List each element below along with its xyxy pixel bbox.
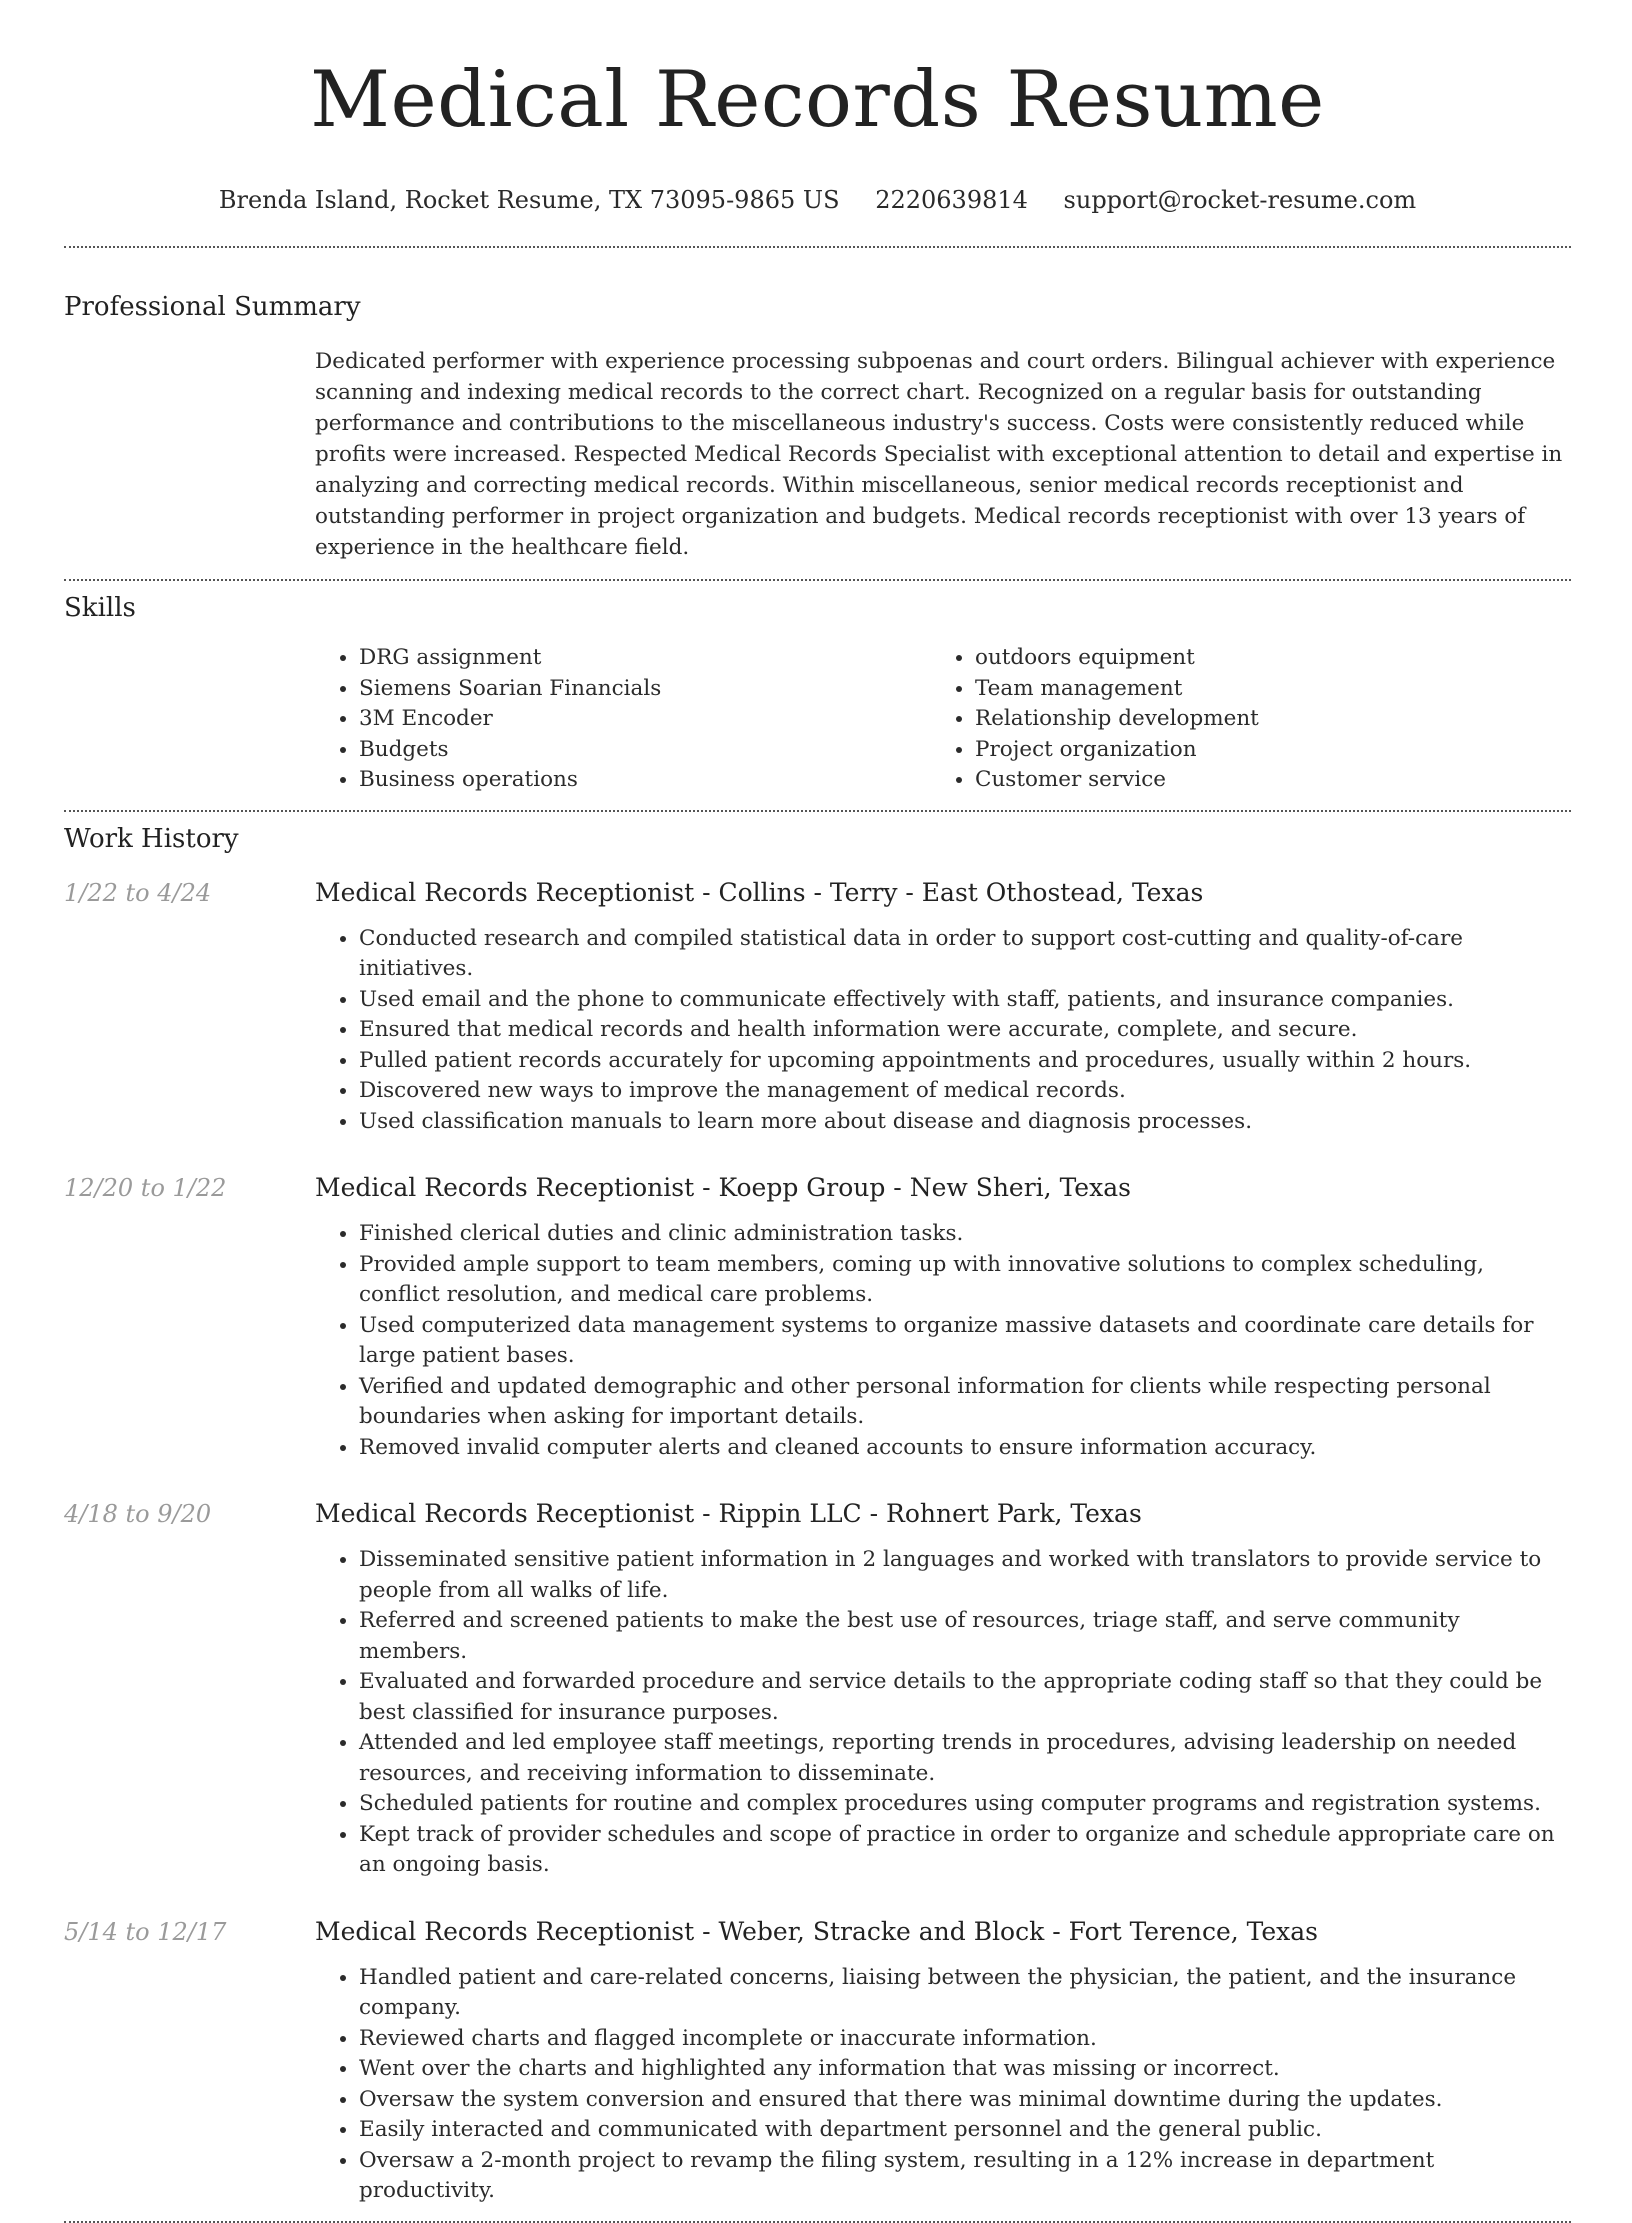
skills-grid — [315, 643, 1571, 810]
job-bullet: • Used computerized data management systems to organize massive datasets and coordinate care details for large patient bases. — [359, 1311, 1571, 1372]
job-bullets — [315, 1219, 1571, 1463]
job-date: 4/18 to 9/20 — [64, 1500, 212, 1528]
job-bullet: • Pulled patient records accurately for upcoming appointments and procedures, usually within 2 hours. — [359, 1046, 1571, 1077]
job-title: Medical Records Receptionist - Koepp Group - New Sheri, Texas — [315, 1173, 1131, 1202]
skill-item: • Siemens Soarian Financials — [359, 674, 931, 705]
job-title: Medical Records Receptionist - Rippin LLC - Rohnert Park, Texas — [315, 1499, 1142, 1528]
summary-text: Dedicated performer with experience processing subpoenas and court orders. Bilingual achiever with experience scanning and indexing medical records to the correct chart. Recognized on a regular basis for outstanding performance and contributions to the miscellaneous industry's success. Costs were consistently reduced while profits were increased. Respected Medical Records Specialist with exceptional attention to detail and expertise in analyzing and correcting medical records. Within miscellaneous, senior medical records receptionist and outstanding performer in project organization and budgets. Medical records receptionist with over 13 years of experience in the healthcare field. — [315, 349, 1563, 560]
job-bullet: • Attended and led employee staff meetings, reporting trends in procedures, advising leadership on needed resources, and receiving information to disseminate. — [359, 1728, 1571, 1789]
job-bullets — [315, 1545, 1571, 1881]
job-bullet: • Went over the charts and highlighted any information that was missing or incorrect. — [359, 2054, 1571, 2085]
skill-item: • DRG assignment — [359, 643, 931, 674]
job-bullet: • Used classification manuals to learn more about disease and diagnosis processes. — [359, 1107, 1571, 1138]
skills-heading: Skills — [64, 593, 136, 623]
skill-item: • Project organization — [975, 735, 1547, 766]
skill-item: • outdoors equipment — [975, 643, 1547, 674]
job-bullet: • Handled patient and care-related concerns, liaising between the physician, the patient, and the insurance company. — [359, 1963, 1571, 2024]
contact-line — [64, 184, 1571, 216]
section-divider — [64, 2221, 1571, 2223]
job-bullet: • Ensured that medical records and health information were accurate, complete, and secure. — [359, 1015, 1571, 1046]
work-history-section — [64, 812, 1571, 2207]
page-title: Medical Records Resume — [310, 55, 1325, 145]
job-bullets — [315, 924, 1571, 1138]
job-bullet: • Discovered new ways to improve the management of medical records. — [359, 1076, 1571, 1107]
job-bullet: • Easily interacted and communicated with department personnel and the general public. — [359, 2115, 1571, 2146]
summary-heading: Professional Summary — [64, 292, 361, 322]
job-date: 12/20 to 1/22 — [64, 1174, 227, 1202]
job-title: Medical Records Receptionist - Collins - Terry - East Othostead, Texas — [315, 877, 1204, 907]
job-entry — [64, 1171, 1571, 1463]
skills-list-right — [931, 643, 1547, 796]
job-bullet: • Disseminated sensitive patient information in 2 languages and worked with translators to provide service to people from all walks of life. — [359, 1545, 1571, 1606]
job-entry — [64, 1915, 1571, 2207]
job-bullet: • Conducted research and compiled statistical data in order to support cost-cutting and quality-of-care initiatives. — [359, 924, 1571, 985]
job-bullet: • Reviewed charts and flagged incomplete or inaccurate information. — [359, 2024, 1571, 2055]
job-bullet: • Evaluated and forwarded procedure and service details to the appropriate coding staff so that they could be best classified for insurance purposes. — [359, 1667, 1571, 1728]
job-entry — [64, 876, 1571, 1138]
work-history-heading: Work History — [64, 823, 239, 854]
skill-item: • Relationship development — [975, 704, 1547, 735]
summary-section — [64, 248, 1571, 579]
job-header — [64, 1171, 1571, 1205]
job-bullet: • Removed invalid computer alerts and cleaned accounts to ensure information accuracy. — [359, 1433, 1571, 1464]
job-date: 5/14 to 12/17 — [64, 1917, 227, 1946]
job-date: 1/22 to 4/24 — [64, 878, 212, 907]
job-entry — [64, 1497, 1571, 1881]
job-header — [64, 1497, 1571, 1531]
job-header — [64, 1915, 1571, 1949]
job-bullet: • Provided ample support to team members, coming up with innovative solutions to complex scheduling, conflict resolution, and medical care problems. — [359, 1250, 1571, 1311]
job-header — [64, 876, 1571, 910]
job-bullet: • Finished clerical duties and clinic administration tasks. — [359, 1219, 1571, 1250]
job-title: Medical Records Receptionist - Weber, Stracke and Block - Fort Terence, Texas — [315, 1916, 1319, 1946]
skill-item: • Customer service — [975, 765, 1547, 796]
job-bullets — [315, 1963, 1571, 2207]
skills-section — [64, 581, 1571, 810]
skill-item: • 3M Encoder — [359, 704, 931, 735]
job-bullet: • Scheduled patients for routine and complex procedures using computer programs and registration systems. — [359, 1789, 1571, 1820]
skill-item: • Budgets — [359, 735, 931, 766]
job-bullet: • Oversaw a 2-month project to revamp the filing system, resulting in a 12% increase in department productivity. — [359, 2146, 1571, 2207]
contact-address: Brenda Island, Rocket Resume, TX 73095-9865 US — [218, 186, 840, 214]
job-bullet: • Verified and updated demographic and other personal information for clients while respecting personal boundaries when asking for important details. — [359, 1372, 1571, 1433]
skill-item: • Team management — [975, 674, 1547, 705]
job-bullet: • Referred and screened patients to make the best use of resources, triage staff, and serve community members. — [359, 1606, 1571, 1667]
job-bullet: • Oversaw the system conversion and ensured that there was minimal downtime during the updates. — [359, 2085, 1571, 2116]
skills-list-left — [315, 643, 931, 796]
skill-item: • Business operations — [359, 765, 931, 796]
job-bullet: • Used email and the phone to communicate effectively with staff, patients, and insurance companies. — [359, 985, 1571, 1016]
contact-email: support@rocket-resume.com — [1063, 186, 1417, 214]
job-bullet: • Kept track of provider schedules and scope of practice in order to organize and schedule appropriate care on an ongoing basis. — [359, 1820, 1571, 1881]
contact-phone: 2220639814 — [875, 186, 1028, 214]
